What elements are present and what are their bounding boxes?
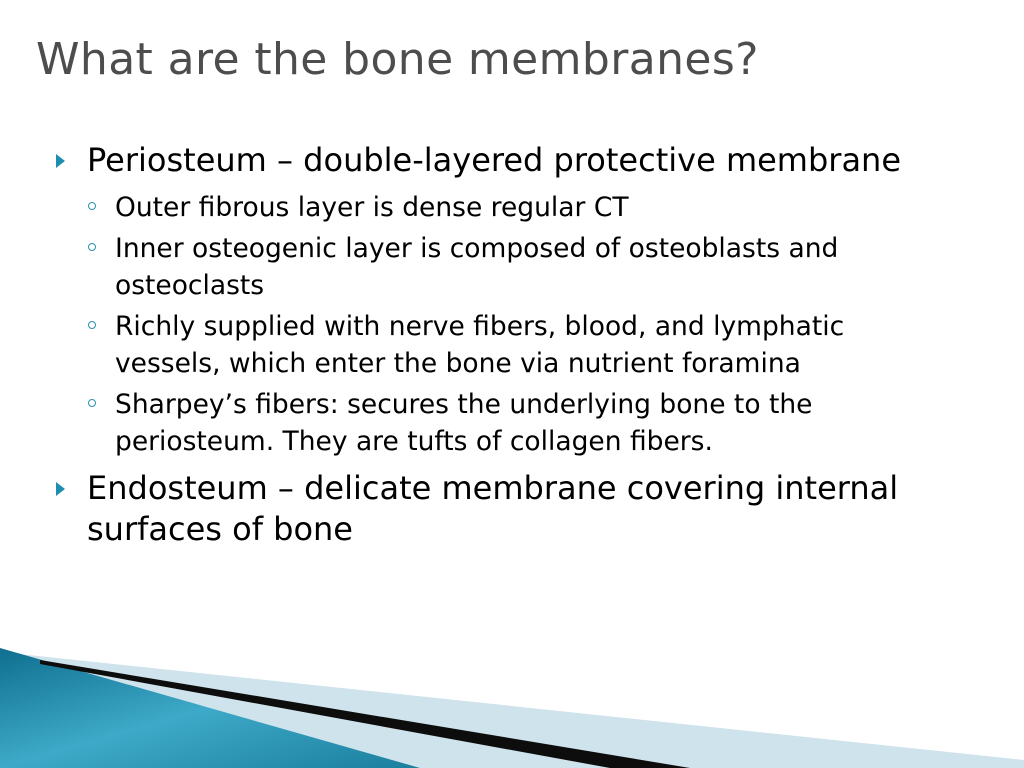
sub-bullet-list [56, 189, 956, 460]
sub-bullet-text: Sharpey’s fibers: secures the underlying bone to the periosteum. They are tufts of collagen fibers. [115, 389, 813, 457]
arrow-bullet-icon [56, 154, 65, 168]
circle-bullet-icon [88, 243, 96, 251]
sub-bullet-text: Inner osteogenic layer is composed of osteoblasts and osteoclasts [115, 233, 839, 301]
circle-bullet-icon [88, 202, 96, 210]
sub-bullet-text: Outer fibrous layer is dense regular CT [115, 192, 629, 223]
sub-bullet-outer-fibrous [88, 189, 956, 226]
arrow-bullet-icon [56, 482, 65, 496]
sub-bullet-text: Richly supplied with nerve fibers, blood, and lymphatic vessels, which enter the bone via nutrient foramina [115, 311, 845, 379]
decorative-swoosh [0, 640, 1024, 768]
slide-body [56, 140, 956, 556]
circle-bullet-icon [88, 321, 96, 329]
sub-bullet-inner-osteogenic [88, 230, 956, 304]
sub-bullet-richly-supplied [88, 308, 956, 382]
bullet-endosteum [56, 468, 956, 550]
bullet-text: Endosteum – delicate membrane covering internal surfaces of bone [87, 469, 899, 548]
sub-bullet-sharpeys-fibers [88, 386, 956, 460]
slide-title: What are the bone membranes? [36, 34, 759, 85]
bullet-periosteum [56, 140, 956, 181]
circle-bullet-icon [88, 399, 96, 407]
bullet-text: Periosteum – double-layered protective membrane [87, 141, 902, 179]
